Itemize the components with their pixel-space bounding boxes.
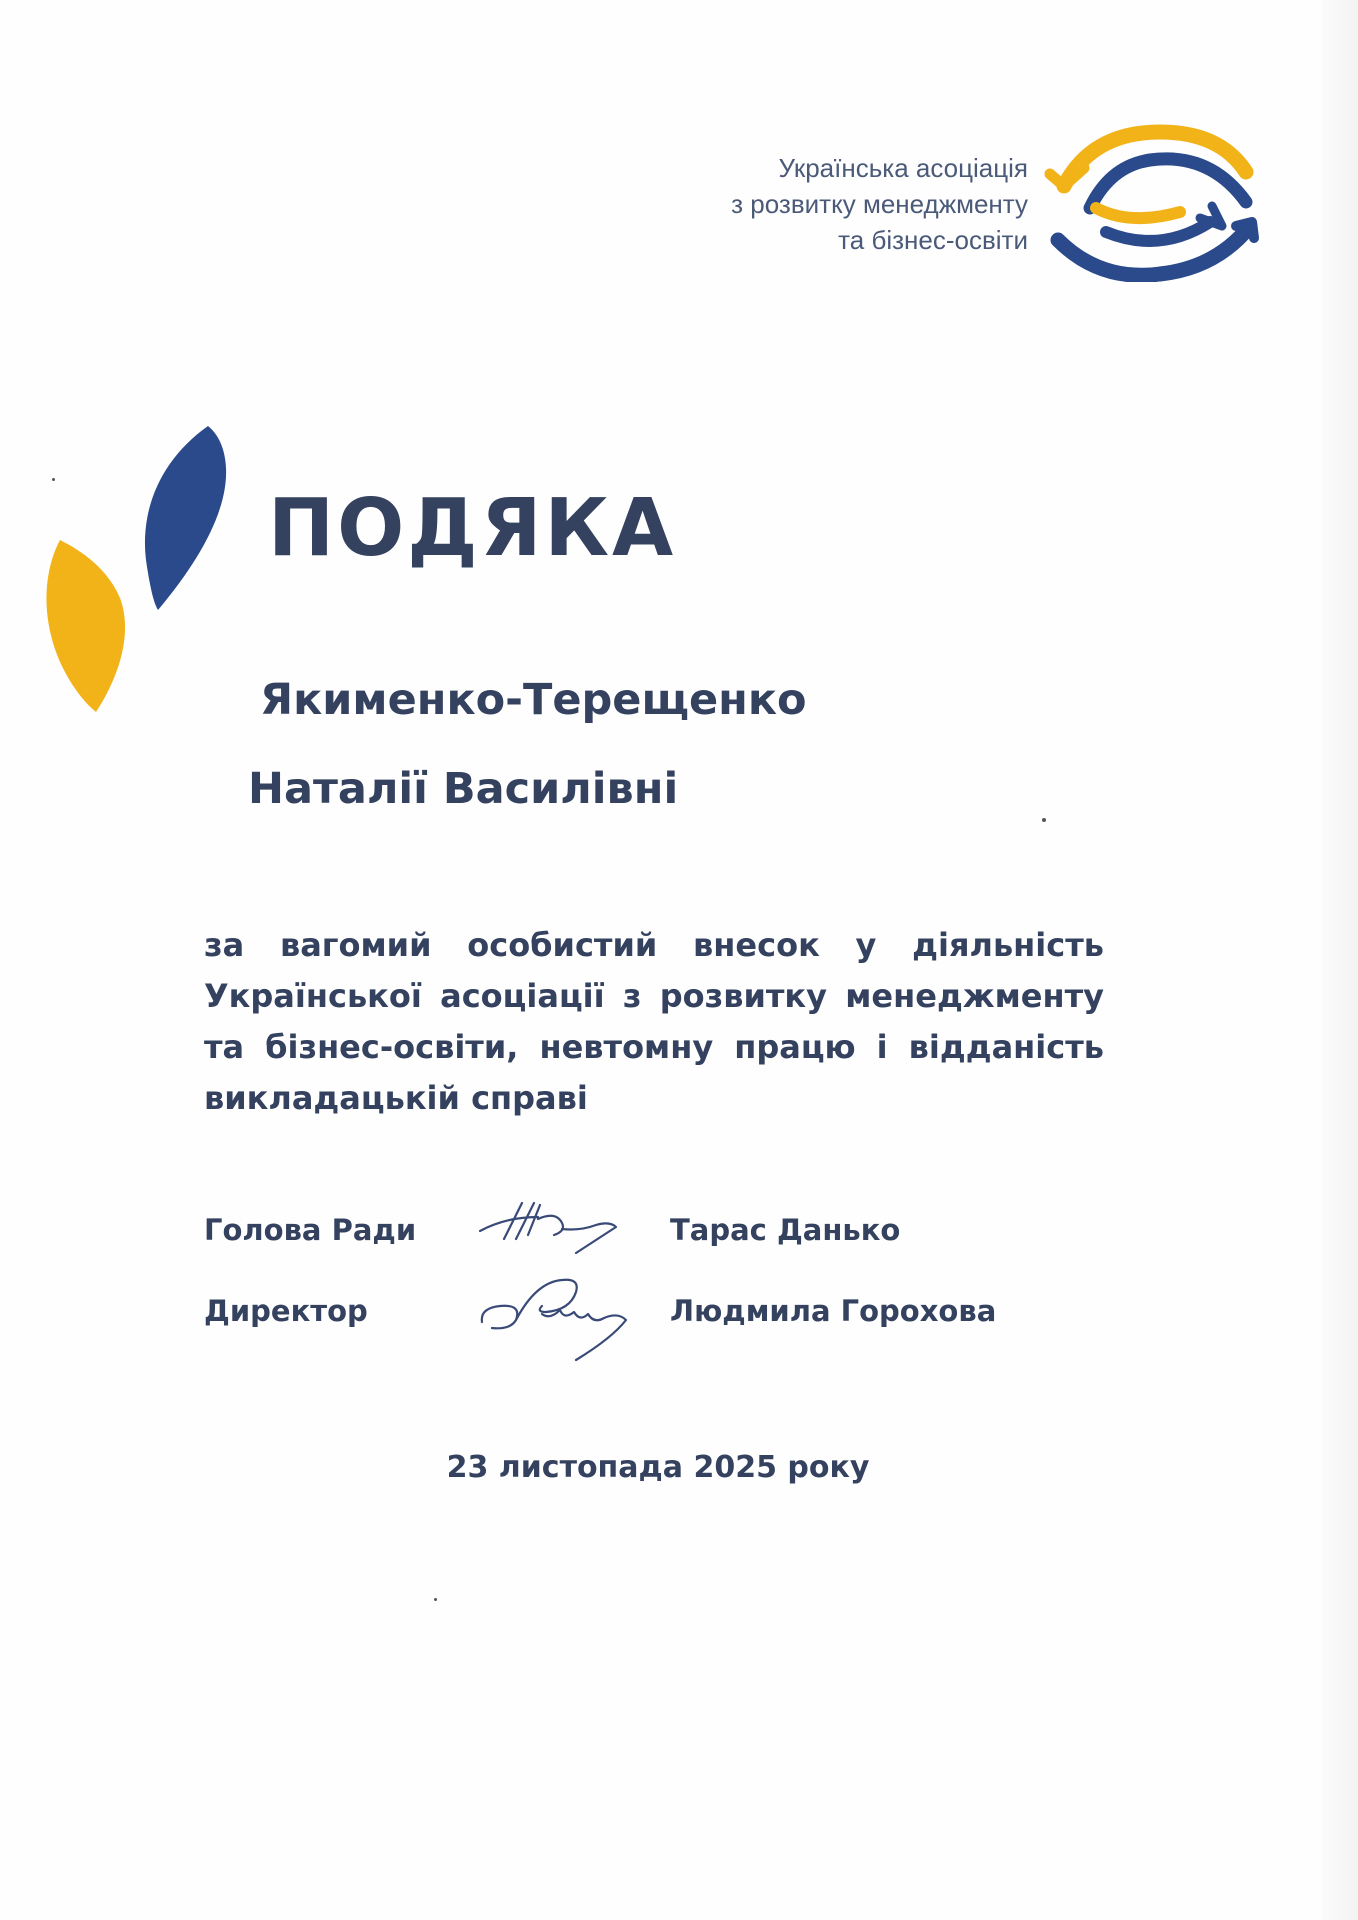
certificate-title: ПОДЯКА — [268, 482, 677, 574]
recipient-given-names: Наталії Василівні — [248, 764, 679, 814]
signatory-name: Тарас Данько — [670, 1213, 901, 1247]
scan-speck — [434, 1598, 437, 1601]
blue-yellow-leaves-icon — [40, 420, 240, 730]
recipient-surname: Якименко-Терещенко — [260, 675, 807, 725]
signatory-role: Директор — [204, 1294, 368, 1328]
award-reason: за вагомий особистий внесок у діяльність Української асоціації з розвитку менеджменту та бізнес-освіти, невтомну працю і відданість викладацькій справі — [204, 926, 1104, 1117]
signatory-row — [204, 1205, 1104, 1265]
organization-name-line: та бізнес-освіти — [838, 225, 1028, 255]
organization-name — [640, 150, 1028, 258]
scan-edge — [1322, 0, 1358, 1920]
organization-name-line: Українська асоціація — [778, 153, 1028, 183]
organization-name-line: з розвитку менеджменту — [731, 189, 1028, 219]
certificate-date: 23 листопада 2025 року — [446, 1450, 870, 1485]
handwritten-signature-icon — [476, 1195, 636, 1265]
scan-speck — [1042, 818, 1046, 822]
signatory-name: Людмила Горохова — [670, 1294, 997, 1328]
ring-arrows-logo-icon — [1040, 122, 1260, 282]
scan-speck — [52, 478, 55, 481]
signatory-role: Голова Ради — [204, 1213, 417, 1247]
handwritten-signature-icon — [476, 1262, 656, 1367]
